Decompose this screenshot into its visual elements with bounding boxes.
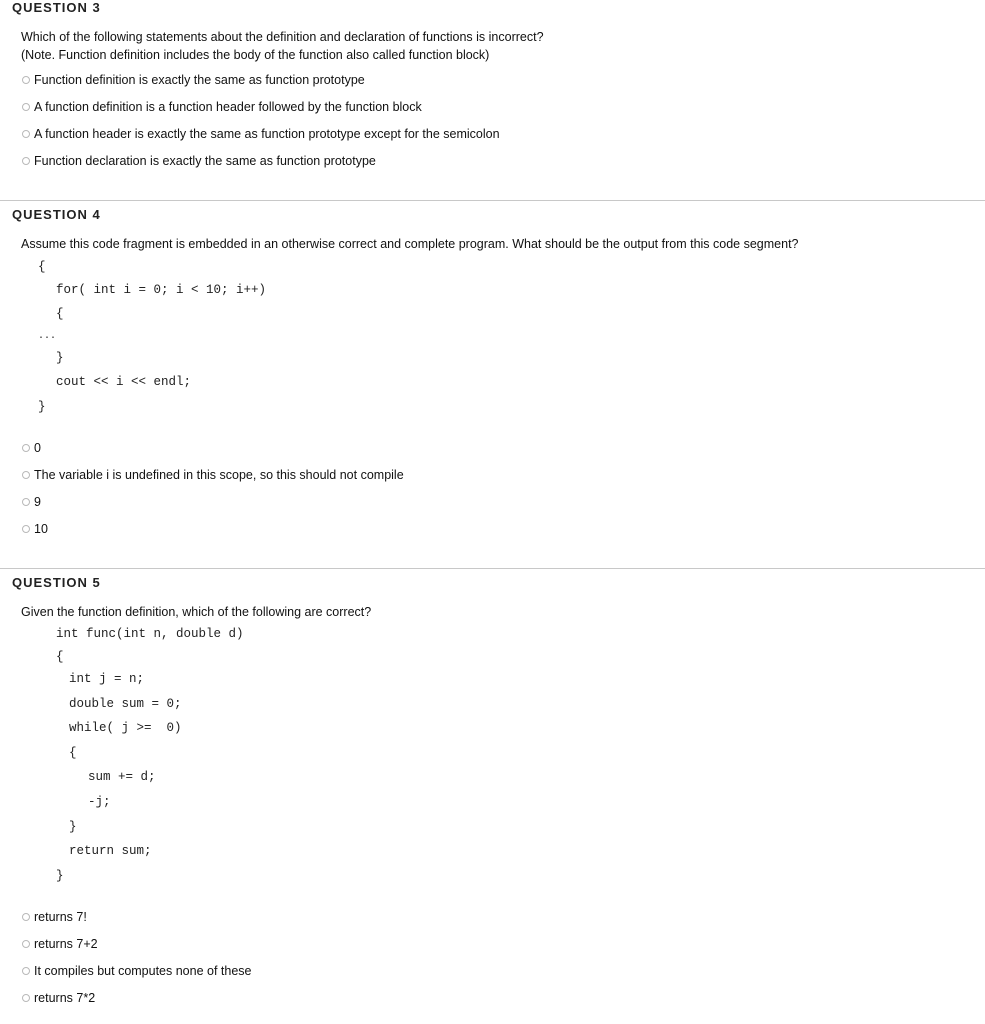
code-line: } [38,400,46,414]
radio-button[interactable] [22,498,30,506]
radio-button[interactable] [22,967,30,975]
question-5-option-3[interactable] [22,963,252,979]
code-line: { [38,260,46,274]
question-3-stem-line2: (Note. Function definition includes the body of the function also called function block) [21,48,490,62]
question-5-option-2[interactable] [22,936,98,952]
code-line: int func(int n, double d) [56,627,244,641]
code-line: } [56,869,64,883]
code-line: sum += d; [88,770,156,784]
question-5-stem: Given the function definition, which of the following are correct? [21,605,372,619]
question-3-option-2[interactable] [22,99,422,115]
question-4-option-2[interactable] [22,467,404,483]
question-4-title: QUESTION 4 [12,207,101,222]
code-line: return sum; [69,844,152,858]
option-label: 9 [34,495,41,509]
radio-button[interactable] [22,76,30,84]
code-line: } [56,351,64,365]
option-label: 10 [34,522,48,536]
radio-button[interactable] [22,525,30,533]
code-line: while( j >= 0) [69,721,182,735]
option-label: returns 7! [34,910,87,924]
option-label: Function definition is exactly the same as function prototype [34,73,365,87]
option-label: The variable i is undefined in this scope, so this should not compile [34,468,404,482]
question-divider [0,200,985,201]
radio-button[interactable] [22,913,30,921]
option-label: It compiles but computes none of these [34,964,252,978]
question-5-title: QUESTION 5 [12,575,101,590]
code-line: int j = n; [69,672,145,686]
question-5-option-4[interactable] [22,990,95,1006]
radio-button[interactable] [22,103,30,111]
code-line: -j; [88,795,111,809]
question-divider [0,568,985,569]
question-4-option-3[interactable] [22,494,41,510]
option-label: A function definition is a function header followed by the function block [34,100,422,114]
question-4-stem: Assume this code fragment is embedded in an otherwise correct and complete program. What should be the output from this code segment? [21,237,799,251]
option-label: Function declaration is exactly the same as function prototype [34,154,376,168]
question-3-option-3[interactable] [22,126,500,142]
code-line: for( int i = 0; i < 10; i++) [56,283,267,297]
question-4-option-4[interactable] [22,521,48,537]
radio-button[interactable] [22,994,30,1002]
radio-button[interactable] [22,157,30,165]
radio-button[interactable] [22,130,30,138]
code-line: { [69,746,77,760]
radio-button[interactable] [22,471,30,479]
option-label: returns 7*2 [34,991,96,1005]
code-line: } [69,820,77,834]
code-line: { [56,650,64,664]
radio-button[interactable] [22,444,30,452]
question-5-option-1[interactable] [22,909,87,925]
code-line: { [56,307,64,321]
option-label: returns 7+2 [34,937,98,951]
code-line: ... [38,331,57,342]
option-label: 0 [34,441,41,455]
question-4-option-1[interactable] [22,440,41,456]
question-3-stem-line1: Which of the following statements about the definition and declaration of functions is incorrect? [21,30,544,44]
question-3-option-1[interactable] [22,72,365,88]
code-line: cout << i << endl; [56,375,192,389]
option-label: A function header is exactly the same as function prototype except for the semicolon [34,127,500,141]
question-3-title: QUESTION 3 [12,0,101,15]
radio-button[interactable] [22,940,30,948]
question-3-option-4[interactable] [22,153,376,169]
code-line: double sum = 0; [69,697,182,711]
